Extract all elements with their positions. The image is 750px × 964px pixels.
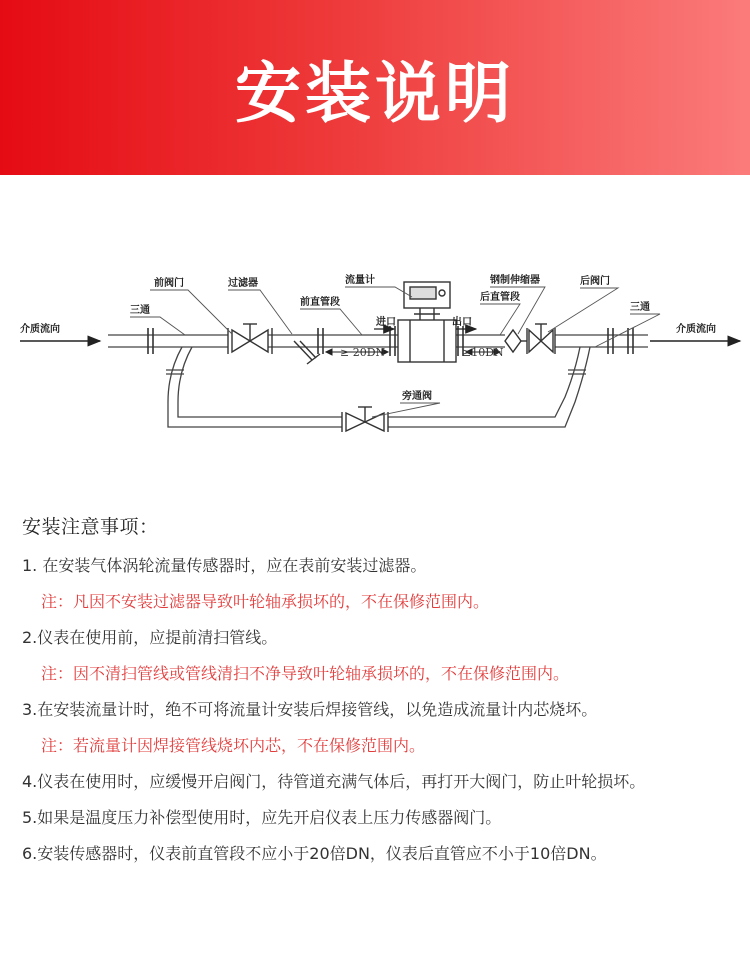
front-dn-label: ≥ 20DN — [340, 346, 386, 359]
medium-out-label: 介质流向 — [676, 324, 716, 335]
bypass-valve-icon — [342, 407, 388, 432]
tee-right-label: 三通 — [630, 302, 650, 313]
rear-valve-label: 后阀门 — [580, 276, 610, 287]
notes-heading: 安装注意事项： — [22, 516, 159, 538]
front-valve-icon — [228, 324, 272, 354]
bypass-valve-label: 旁通阀 — [402, 391, 432, 402]
header-banner — [0, 0, 750, 175]
warning-note-1: 注：凡因不安装过滤器导致叶轮轴承损坏的，不在保修范围内。 — [41, 592, 490, 611]
flowmeter-label: 流量计 — [345, 275, 375, 286]
flanges — [148, 326, 633, 356]
filter-icon — [294, 341, 320, 364]
note-item-2: 2.仪表在使用前，应提前清扫管线。 — [22, 628, 278, 647]
tee-left-label: 三通 — [130, 305, 150, 316]
note-item-6: 6.安装传感器时，仪表前直管段不应小于20倍DN，仪表后直管应不小于10倍DN。 — [22, 844, 607, 863]
note-item-5: 5.如果是温度压力补偿型使用时，应先开启仪表上压力传感器阀门。 — [22, 808, 502, 827]
installation-diagram — [0, 262, 750, 452]
warning-note-2: 注：因不清扫管线或管线清扫不净导致叶轮轴承损坏的，不在保修范围内。 — [41, 664, 570, 683]
outlet-label: 出口 — [452, 317, 472, 328]
page-title: 安装说明 — [235, 55, 515, 132]
rear-straight-label: 后直管段 — [480, 292, 520, 303]
rear-dn-label: ≥10DN — [462, 346, 504, 359]
warning-note-3: 注：若流量计因焊接管线烧坏内芯，不在保修范围内。 — [41, 736, 426, 755]
expansion-joint-icon — [505, 330, 527, 352]
pipeline-diagram-svg — [0, 262, 750, 452]
bypass-pipe — [166, 347, 590, 427]
expansion-label: 钢制伸缩器 — [490, 275, 540, 286]
front-straight-label: 前直管段 — [300, 297, 340, 308]
note-item-1: 1. 在安装气体涡轮流量传感器时，应在表前安装过滤器。 — [22, 556, 427, 575]
rear-valve-icon — [527, 324, 555, 354]
installation-notes — [22, 512, 750, 880]
inlet-label: 进口 — [376, 317, 396, 328]
note-item-4: 4.仪表在使用时，应缓慢开启阀门，待管道充满气体后，再打开大阀门，防止叶轮损坏。 — [22, 772, 646, 791]
note-item-3: 3.在安装流量计时，绝不可将流量计安装后焊接管线，以免造成流量计内芯烧坏。 — [22, 700, 598, 719]
filter-label: 过滤器 — [228, 278, 258, 289]
medium-in-label: 介质流向 — [20, 324, 60, 335]
front-valve-label: 前阀门 — [154, 278, 184, 289]
